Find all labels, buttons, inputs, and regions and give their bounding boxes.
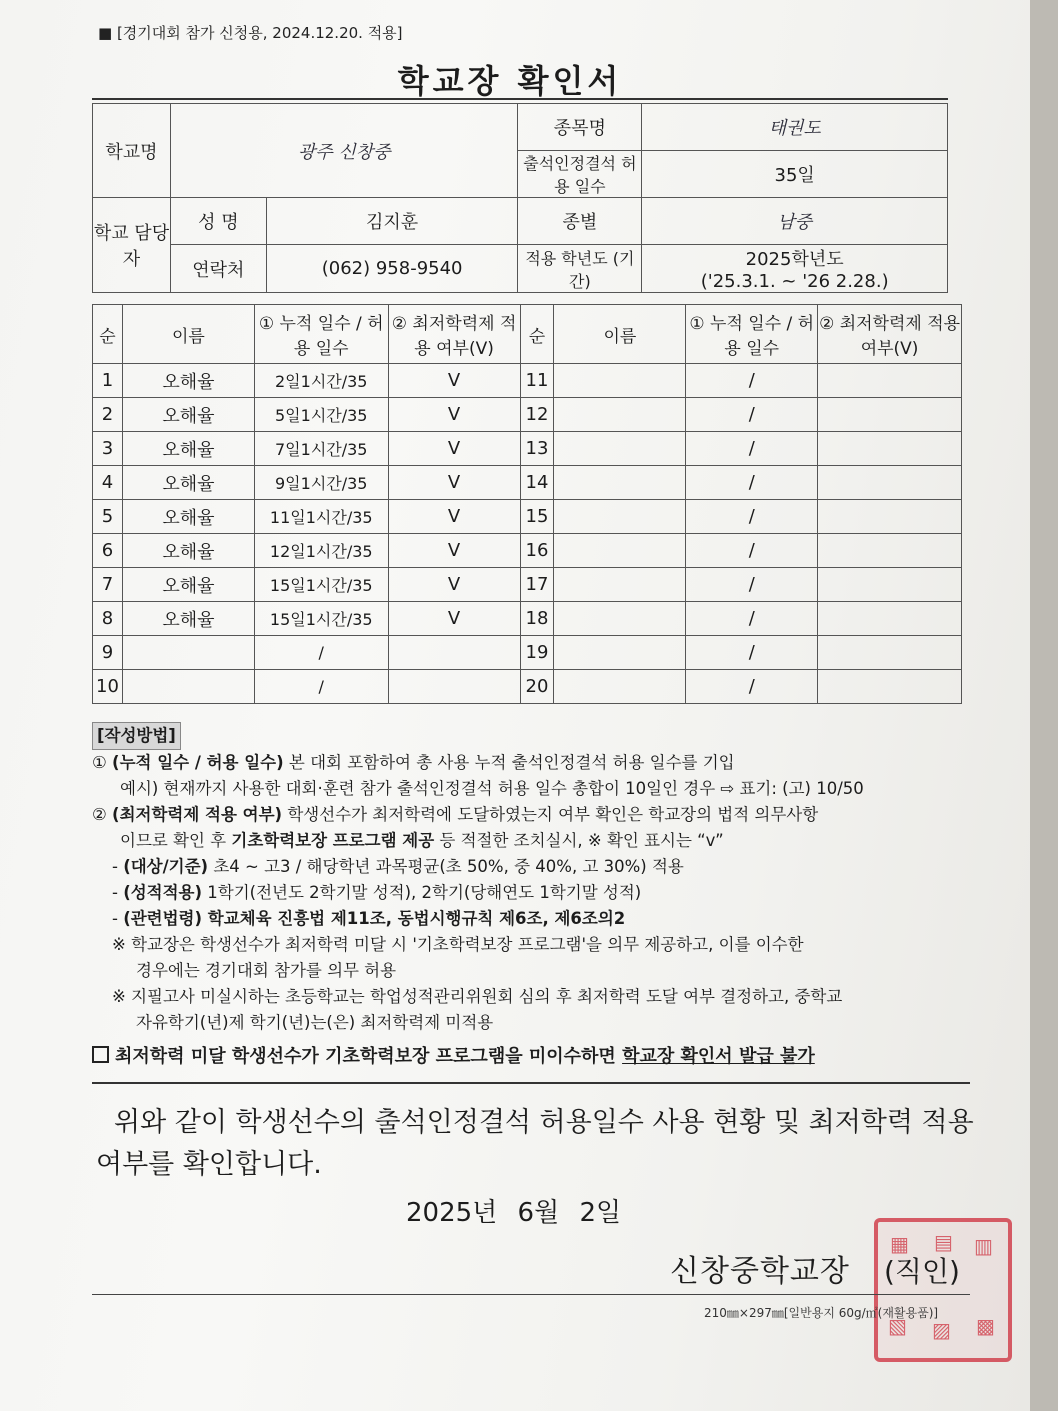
days-used: 15일1시간/35 bbox=[254, 602, 388, 636]
min-grade-check bbox=[388, 670, 520, 704]
table-row bbox=[93, 364, 962, 398]
header-name: 이름 bbox=[554, 305, 686, 364]
table-row bbox=[93, 568, 962, 602]
min-grade-check bbox=[818, 568, 962, 602]
table-row bbox=[93, 398, 962, 432]
row-no: 12 bbox=[520, 398, 554, 432]
min-grade-check bbox=[818, 500, 962, 534]
row-no: 5 bbox=[93, 500, 123, 534]
student-name bbox=[554, 670, 686, 704]
days-used: / bbox=[686, 466, 818, 500]
category-value: 남중 bbox=[642, 198, 948, 245]
days-used: / bbox=[686, 568, 818, 602]
student-name bbox=[554, 398, 686, 432]
min-grade-check: V bbox=[388, 534, 520, 568]
confirmation-text: 위와 같이 학생선수의 출석인정결석 허용일수 사용 현황 및 최저학력 적용 여부를 확인합니다. bbox=[96, 1107, 974, 1180]
student-name: 오해율 bbox=[122, 466, 254, 500]
official-seal-stamp: ▦ ▤ ▥ ▧ ▨ ▩ bbox=[874, 1218, 1012, 1362]
min-grade-check bbox=[818, 602, 962, 636]
min-grade-check bbox=[388, 636, 520, 670]
bullet-law-title: (관련법령) bbox=[123, 909, 203, 928]
days-used: / bbox=[254, 670, 388, 704]
days-used: / bbox=[686, 432, 818, 466]
days-used: 5일1시간/35 bbox=[254, 398, 388, 432]
remark-2a: ※ 지필고사 미실시하는 초등학교는 학업성적관리위원회 심의 후 최저학력 도달 여부 결정하고, 중학교 bbox=[112, 987, 843, 1006]
section-divider bbox=[92, 1082, 970, 1084]
header-no: 순 bbox=[93, 305, 123, 364]
remark-1b: 경우에는 경기대회 참가를 의무 허용 bbox=[136, 961, 397, 980]
final-warning-text: 최저학력 미달 학생선수가 기초학력보장 프로그램을 미이수하면 bbox=[115, 1046, 623, 1067]
min-grade-check bbox=[818, 636, 962, 670]
student-name: 오해율 bbox=[122, 364, 254, 398]
min-grade-check: V bbox=[388, 568, 520, 602]
student-name bbox=[554, 364, 686, 398]
days-used: / bbox=[686, 670, 818, 704]
header-min-grade: ② 최저학력제 적용 여부(V) bbox=[818, 305, 962, 364]
min-grade-check: V bbox=[388, 364, 520, 398]
days-used: 11일1시간/35 bbox=[254, 500, 388, 534]
student-name bbox=[554, 432, 686, 466]
note-2-mark: ② bbox=[92, 805, 107, 824]
bullet-target-text: 초4 ~ 고3 / 해당학년 과목평균(초 50%, 중 40%, 고 30%) 적용 bbox=[208, 857, 684, 876]
row-no: 11 bbox=[520, 364, 554, 398]
note-1-mark: ① bbox=[92, 753, 107, 772]
instructions-section: [작성방법] ① (누적 일수 / 허용 일수) 본 대회 포함하여 총 사용 누적 출석인정결석 허용 일수를 기입 예시) 현재까지 사용한 대회·훈련 참가 출석인정결석 허용 일수 총합이 10일인 경우 ⇨ 표기: (고) 10/50 ② (최저학력제 적용 여부) 학생선수가 최저학력에 도달하였는지 여부 확인은 학교장의 법적 의무사항 이므로 확인 후 기초학력보장 프로그램 제공 등 적절한 조치실시, ※ 확인 표시는 “v” - (대상/기준) 초4 ~ 고3 / 해당학년 과목평균(초 50%, 중 40%, 고 30%) 적용 - (성적적용) 1학기(전년도 2학기말 성적), 2학기(당해연도 1학기말 성적) - (관련법령) 학교체육 진흥법 제11조, 동법시행규칙 제6조, 제6조의2 ※ 학교장은 학생선수가 최저학력 미달 시 '기초학력보장 프로그램'을 의무 제공하고, 이를 이수한 경우에는 경기대회 참가를 의무 허용 ※ 지필고사 미실시하는 초등학교는 학업성적관리위원회 심의 후 최저학력 도달 여부 결정하고, 중학교 자유학기(년)제 학기(년)는(은) 최저학력제 미적용 최저학력 미달 학생선수가 기초학력보장 프로그램을 미이수하면 학교장 확인서 발급 불가 bbox=[92, 722, 972, 1070]
seal-label: (직인) bbox=[884, 1255, 960, 1288]
table-row bbox=[93, 432, 962, 466]
student-name: 오해율 bbox=[122, 568, 254, 602]
header-no: 순 bbox=[520, 305, 554, 364]
min-grade-check bbox=[818, 432, 962, 466]
days-used: 9일1시간/35 bbox=[254, 466, 388, 500]
note-1-text: 본 대회 포함하여 총 사용 누적 출석인정결석 허용 일수를 기입 bbox=[283, 753, 735, 772]
row-no: 16 bbox=[520, 534, 554, 568]
days-used: 12일1시간/35 bbox=[254, 534, 388, 568]
min-grade-check bbox=[818, 670, 962, 704]
category-label: 종별 bbox=[518, 198, 642, 245]
row-no: 9 bbox=[93, 636, 123, 670]
header-days: ① 누적 일수 / 허용 일수 bbox=[686, 305, 818, 364]
days-used: / bbox=[686, 534, 818, 568]
table-row bbox=[93, 466, 962, 500]
row-no: 6 bbox=[93, 534, 123, 568]
footer-divider bbox=[92, 1294, 970, 1295]
school-info-table bbox=[92, 103, 948, 293]
days-used: / bbox=[686, 602, 818, 636]
row-no: 18 bbox=[520, 602, 554, 636]
allowed-days-label: 출석인정결석 허용 일수 bbox=[518, 151, 642, 198]
row-no: 2 bbox=[93, 398, 123, 432]
school-year-period: ('25.3.1. ~ '26 2.28.) bbox=[700, 271, 889, 292]
row-no: 14 bbox=[520, 466, 554, 500]
form-version-note: ■ [경기대회 참가 신청용, 2024.12.20. 적용] bbox=[98, 24, 403, 42]
note-1-title: (누적 일수 / 허용 일수) bbox=[112, 753, 284, 772]
bullet-grades-title: (성적적용) bbox=[123, 883, 203, 902]
student-name bbox=[554, 466, 686, 500]
school-year-label: 적용 학년도 (기간) bbox=[518, 245, 642, 293]
days-used: / bbox=[254, 636, 388, 670]
manager-label: 학교 담당자 bbox=[93, 198, 171, 293]
days-used: 7일1시간/35 bbox=[254, 432, 388, 466]
student-name: 오해율 bbox=[122, 500, 254, 534]
row-no: 15 bbox=[520, 500, 554, 534]
school-year-value: 2025학년도 bbox=[745, 249, 844, 270]
days-used: / bbox=[686, 364, 818, 398]
contact-label: 연락처 bbox=[170, 245, 266, 293]
row-no: 3 bbox=[93, 432, 123, 466]
school-name-label: 학교명 bbox=[93, 104, 171, 198]
row-no: 20 bbox=[520, 670, 554, 704]
final-warning-emphasis: 학교장 확인서 발급 불가 bbox=[622, 1046, 815, 1067]
header-min-grade: ② 최저학력제 적용 여부(V) bbox=[388, 305, 520, 364]
document-title: 학교장 확인서 bbox=[397, 62, 623, 100]
min-grade-check bbox=[818, 398, 962, 432]
school-year-cell bbox=[642, 245, 948, 293]
student-table bbox=[92, 304, 962, 704]
issue-date: 2025년 6월 2일 bbox=[406, 1198, 622, 1228]
student-name bbox=[554, 568, 686, 602]
student-name bbox=[122, 636, 254, 670]
table-row bbox=[93, 670, 962, 704]
student-name: 오해율 bbox=[122, 534, 254, 568]
note-2-title: (최저학력제 적용 여부) bbox=[112, 805, 283, 824]
min-grade-check: V bbox=[388, 466, 520, 500]
min-grade-check: V bbox=[388, 398, 520, 432]
bullet-law-text: 학교체육 진흥법 제11조, 동법시행규칙 제6조, 제6조의2 bbox=[202, 909, 626, 928]
student-name: 오해율 bbox=[122, 602, 254, 636]
contact-value: (062) 958-9540 bbox=[266, 245, 518, 293]
note-1-example: 예시) 현재까지 사용한 대회·훈련 참가 출석인정결석 허용 일수 총합이 10일인 경우 ⇨ 표기: (고) 10/50 bbox=[120, 779, 864, 798]
days-used: / bbox=[686, 398, 818, 432]
remark-1a: ※ 학교장은 학생선수가 최저학력 미달 시 '기초학력보장 프로그램'을 의무 제공하고, 이를 이수한 bbox=[112, 935, 804, 954]
table-row bbox=[93, 500, 962, 534]
student-name bbox=[554, 636, 686, 670]
event-value: 태권도 bbox=[642, 104, 948, 151]
min-grade-check bbox=[818, 466, 962, 500]
title-divider bbox=[92, 98, 948, 100]
note-2-program: 기초학력보장 프로그램 제공 bbox=[231, 831, 435, 850]
row-no: 8 bbox=[93, 602, 123, 636]
student-name bbox=[554, 500, 686, 534]
checkbox-bullet-icon bbox=[92, 1046, 109, 1063]
days-used: / bbox=[686, 500, 818, 534]
note-2-line2a: 이므로 확인 후 bbox=[120, 831, 232, 850]
bullet-target-title: (대상/기준) bbox=[123, 857, 209, 876]
allowed-days-value: 35일 bbox=[642, 151, 948, 198]
row-no: 17 bbox=[520, 568, 554, 602]
row-no: 10 bbox=[93, 670, 123, 704]
min-grade-check: V bbox=[388, 500, 520, 534]
table-row bbox=[93, 534, 962, 568]
min-grade-check: V bbox=[388, 432, 520, 466]
student-name bbox=[554, 602, 686, 636]
student-name: 오해율 bbox=[122, 398, 254, 432]
school-name-value: 광주 신창중 bbox=[170, 104, 518, 198]
table-row bbox=[93, 636, 962, 670]
note-2-text: 학생선수가 최저학력에 도달하였는지 여부 확인은 학교장의 법적 의무사항 bbox=[282, 805, 819, 824]
remark-2b: 자유학기(년)제 학기(년)는(은) 최저학력제 미적용 bbox=[136, 1013, 494, 1032]
row-no: 19 bbox=[520, 636, 554, 670]
row-no: 4 bbox=[93, 466, 123, 500]
student-name bbox=[554, 534, 686, 568]
table-row bbox=[93, 602, 962, 636]
days-used: 15일1시간/35 bbox=[254, 568, 388, 602]
note-2-line2c: 등 적절한 조치실시, ※ 확인 표시는 “v” bbox=[434, 831, 724, 850]
days-used: 2일1시간/35 bbox=[254, 364, 388, 398]
header-name: 이름 bbox=[122, 305, 254, 364]
days-used: / bbox=[686, 636, 818, 670]
min-grade-check bbox=[818, 364, 962, 398]
manager-name-label: 성 명 bbox=[170, 198, 266, 245]
paper-spec: 210㎜×297㎜[일반용지 60g/㎡(재활용품)] bbox=[704, 1306, 939, 1320]
row-no: 1 bbox=[93, 364, 123, 398]
min-grade-check bbox=[818, 534, 962, 568]
row-no: 7 bbox=[93, 568, 123, 602]
student-name: 오해율 bbox=[122, 432, 254, 466]
bullet-grades-text: 1학기(전년도 2학기말 성적), 2학기(당해연도 1학기말 성적) bbox=[202, 883, 642, 902]
manager-name-value: 김지훈 bbox=[266, 198, 518, 245]
min-grade-check: V bbox=[388, 602, 520, 636]
header-days: ① 누적 일수 / 허용 일수 bbox=[254, 305, 388, 364]
principal-signature: 신창중학교장 bbox=[670, 1254, 850, 1289]
event-label: 종목명 bbox=[518, 104, 642, 151]
student-name bbox=[122, 670, 254, 704]
row-no: 13 bbox=[520, 432, 554, 466]
instructions-heading: [작성방법] bbox=[92, 722, 181, 750]
